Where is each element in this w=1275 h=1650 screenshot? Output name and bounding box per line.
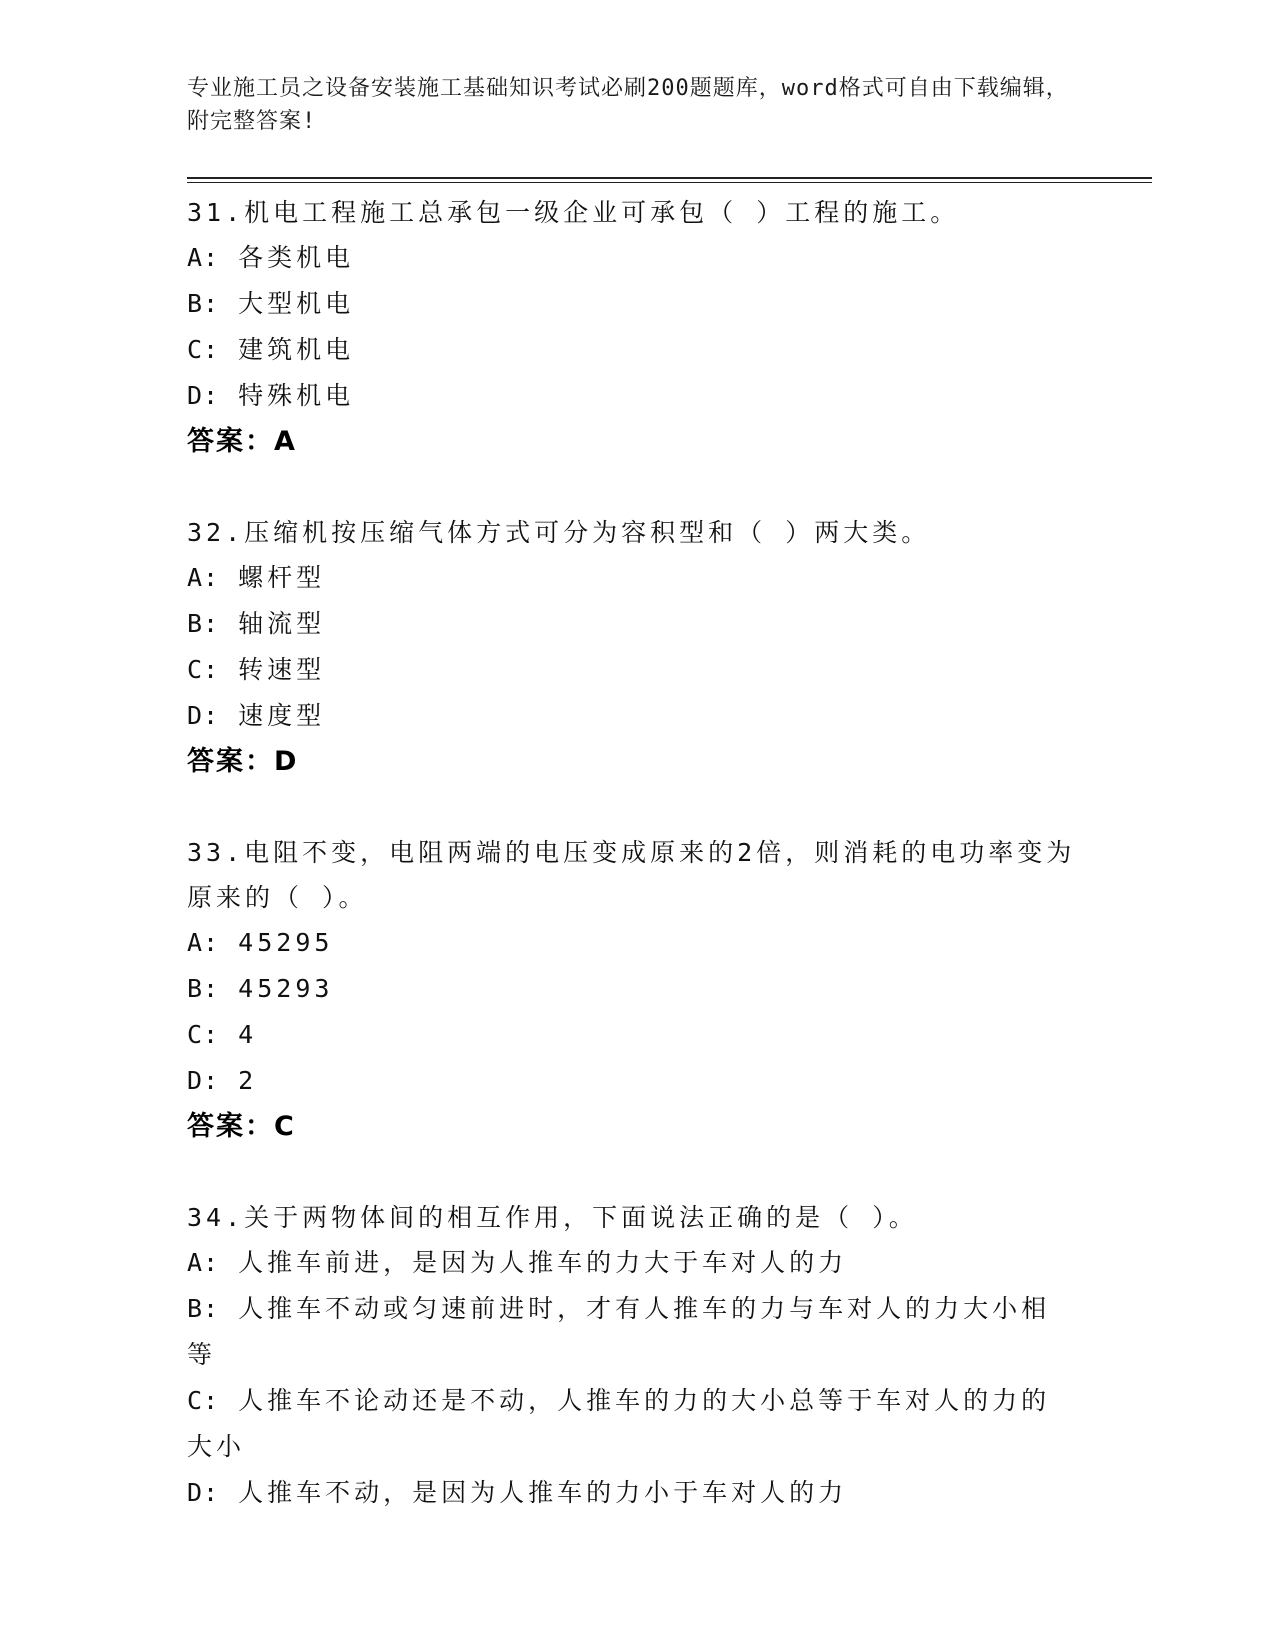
option-d xyxy=(187,373,1077,419)
document-header: 专业施工员之设备安装施工基础知识考试必刷200题题库，word格式可自由下载编辑，附完整答案! xyxy=(187,76,1069,134)
question-stem: 33.电阻不变，电阻两端的电压变成原来的2倍，则消耗的电功率变为原来的（ ）。 xyxy=(187,838,1076,912)
question-stem: 34.关于两物体间的相互作用，下面说法正确的是（ ）。 xyxy=(187,1203,918,1232)
option-key: D: xyxy=(187,1066,220,1095)
question-31 xyxy=(187,190,1077,465)
option-key: C: xyxy=(187,1020,220,1049)
option-a xyxy=(187,235,1077,281)
option-c xyxy=(187,1012,1077,1058)
option-c xyxy=(187,647,1077,693)
option-key: B: xyxy=(187,974,220,1003)
option-c xyxy=(187,1378,1077,1470)
option-b xyxy=(187,281,1077,327)
option-key: C: xyxy=(187,1386,220,1415)
option-key: A: xyxy=(187,563,220,592)
option-text: 人推车不论动还是不动，人推车的力的大小总等于车对人的力的大小 xyxy=(187,1386,1051,1461)
answer-line: 答案：C xyxy=(187,1111,296,1142)
option-text: 45293 xyxy=(238,974,334,1003)
option-key: B: xyxy=(187,609,220,638)
question-list xyxy=(187,190,1077,1561)
option-a xyxy=(187,555,1077,601)
option-a xyxy=(187,920,1077,966)
option-d xyxy=(187,693,1077,739)
option-key: B: xyxy=(187,289,220,318)
option-key: D: xyxy=(187,701,220,730)
question-33 xyxy=(187,830,1077,1150)
option-text: 4 xyxy=(238,1020,258,1049)
option-b xyxy=(187,601,1077,647)
option-text: 人推车不动或匀速前进时，才有人推车的力与车对人的力大小相等 xyxy=(187,1294,1051,1369)
question-stem: 32.压缩机按压缩气体方式可分为容积型和（ ）两大类。 xyxy=(187,518,931,547)
question-34 xyxy=(187,1195,1077,1516)
answer-line: 答案：A xyxy=(187,426,297,457)
option-b xyxy=(187,966,1077,1012)
option-key: A: xyxy=(187,1248,220,1277)
option-key: B: xyxy=(187,1294,220,1323)
option-key: D: xyxy=(187,1478,220,1507)
option-key: A: xyxy=(187,928,220,957)
option-text: 转速型 xyxy=(238,655,326,684)
question-32 xyxy=(187,510,1077,785)
option-text: 2 xyxy=(238,1066,258,1095)
option-text: 45295 xyxy=(238,928,334,957)
option-c xyxy=(187,327,1077,373)
option-key: C: xyxy=(187,655,220,684)
option-text: 人推车不动，是因为人推车的力小于车对人的力 xyxy=(238,1478,848,1507)
option-text: 大型机电 xyxy=(238,289,355,318)
question-stem: 31.机电工程施工总承包一级企业可承包（ ）工程的施工。 xyxy=(187,198,960,227)
option-text: 建筑机电 xyxy=(238,335,355,364)
answer-line: 答案：D xyxy=(187,746,299,777)
option-key: A: xyxy=(187,243,220,272)
option-text: 螺杆型 xyxy=(238,563,326,592)
option-text: 特殊机电 xyxy=(238,381,355,410)
option-key: C: xyxy=(187,335,220,364)
option-text: 各类机电 xyxy=(238,243,355,272)
option-a xyxy=(187,1240,1077,1286)
option-b xyxy=(187,1286,1077,1378)
option-d xyxy=(187,1058,1077,1104)
option-d xyxy=(187,1470,1077,1516)
option-text: 速度型 xyxy=(238,701,326,730)
option-text: 人推车前进，是因为人推车的力大于车对人的力 xyxy=(238,1248,848,1277)
option-text: 轴流型 xyxy=(238,609,326,638)
header-divider xyxy=(187,177,1152,183)
option-key: D: xyxy=(187,381,220,410)
